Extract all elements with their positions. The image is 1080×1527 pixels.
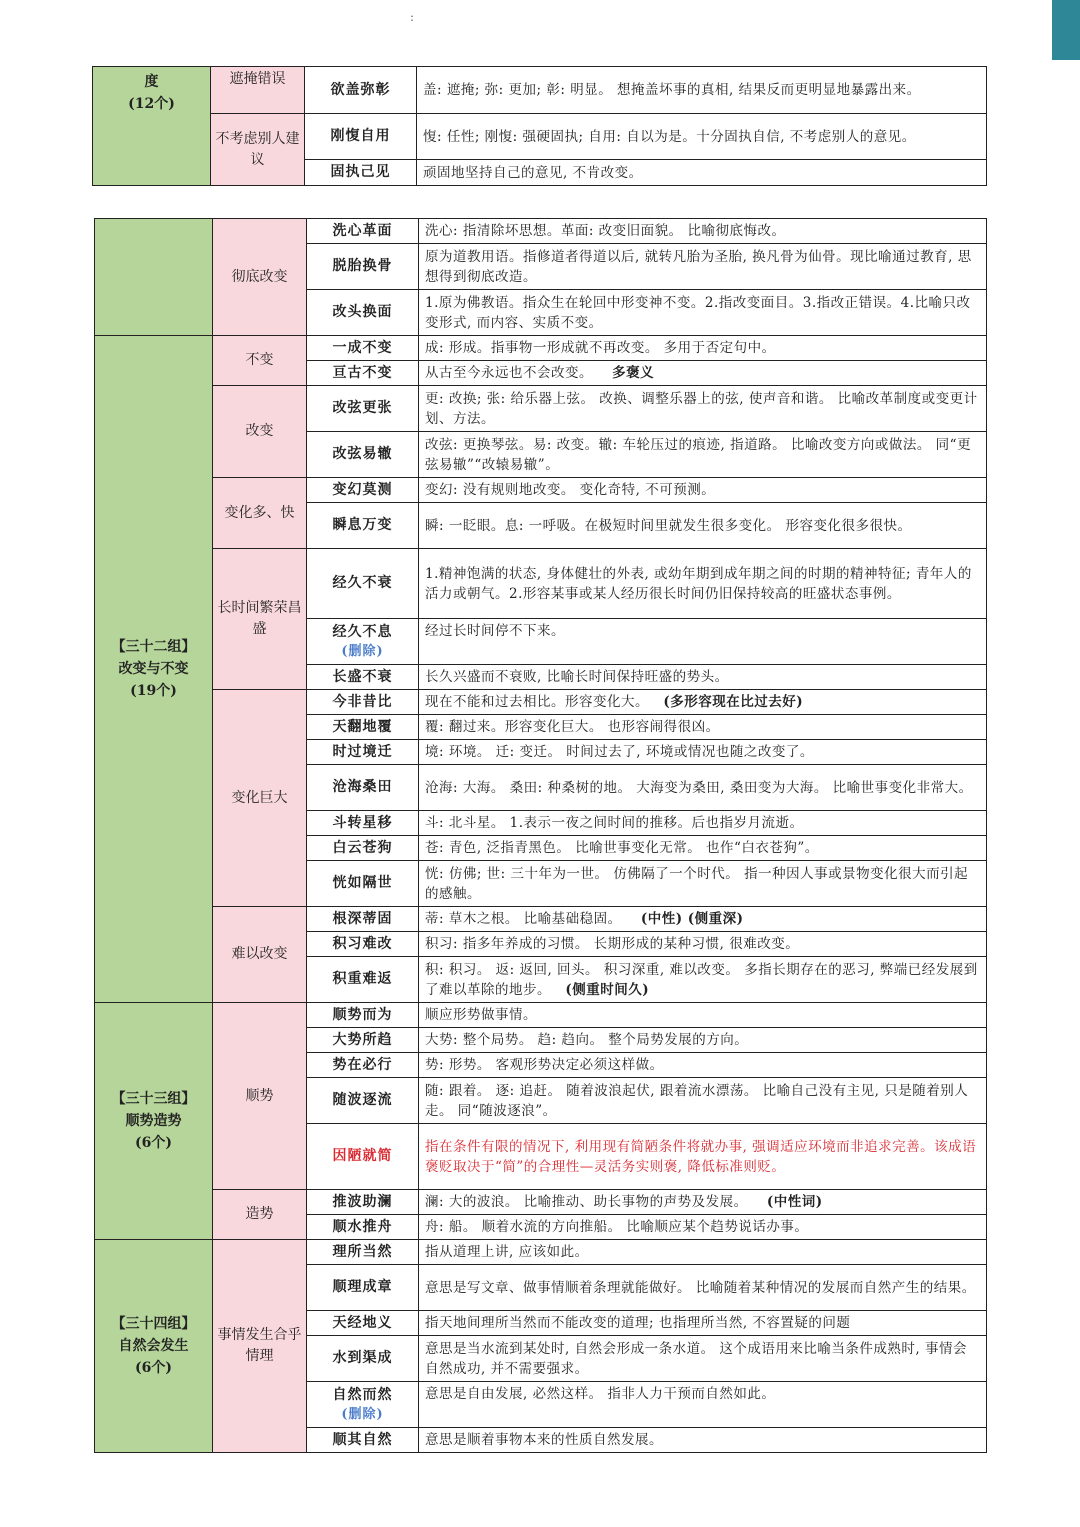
definition-cell: 指从道理上讲, 应该如此。 [419,1240,987,1265]
definition-text: 现在不能和过去相比。形容变化大。 [425,694,649,710]
idiom-cell: 经久不衰 [307,549,419,619]
definition-cell: 指在条件有限的情况下, 利用现有简陋条件将就办事, 强调适应环境而非追求完善。该成语褒贬取决于“简”的合理性—灵活务实则褒, 降低标准则贬。 [419,1124,987,1190]
subcategory-cell: 顺势 [213,1003,307,1190]
idiom-cell: 因陋就简 [307,1124,419,1190]
group-title: 度 [144,74,159,90]
idiom-cell: 恍如隔世 [307,861,419,907]
group-cell [95,1003,213,1240]
definition-text: 积: 积习。 返: 返回, 回头。 积习深重, 难以改变。 多指长期存在的恶习, 弊端已经发展到了难以革除的地步。 [425,961,978,998]
group-cell [95,336,213,1003]
subcategory-cell: 不考虑别人建议 [211,114,305,186]
idiom-cell: 大势所趋 [307,1028,419,1053]
table-row [95,219,987,244]
definition-cell: 顺应形势做事情。 [419,1003,987,1028]
group-cell [93,67,211,186]
definition-cell: 经过长时间停不下来。 [419,619,987,665]
definition-cell: 意思是顺着事物本来的性质自然发展。 [419,1428,987,1453]
table-row [95,907,987,932]
group-title: 【三十四组】 [111,1316,196,1332]
idiom-cell: 积重难返 [307,957,419,1003]
idiom-cell: 推波助澜 [307,1190,419,1215]
idiom-cell: 改头换面 [307,290,419,336]
definition-cell: 变幻: 没有规则地改变。 变化奇特, 不可预测。 [419,478,987,503]
definition-text: 从古至今永远也不会改变。 [425,365,593,381]
subcategory-cell: 遮掩错误 [211,67,305,114]
subcategory-cell: 长时间繁荣昌盛 [213,549,307,690]
idiom-cell: 亘古不变 [307,361,419,386]
idiom-cell: 今非昔比 [307,690,419,715]
definition-cell: 指天地间理所当然而不能改变的道理; 也指理所当然, 不容置疑的问题 [419,1311,987,1336]
group-count: (19个) [130,683,177,699]
idiom-cell: 时过境迁 [307,740,419,765]
group-count: (6个) [135,1135,172,1151]
idiom-cell: 天经地义 [307,1311,419,1336]
idiom-cell: 刚愎自用 [305,114,417,160]
idiom-cell: 变幻莫测 [307,478,419,503]
note-text: (中性) (侧重深) [640,911,744,927]
table-row [95,690,987,715]
definition-cell: 1.精神饱满的状态, 身体健壮的外表, 或幼年期到成年期之间的时期的精神特征; 青年人的活力或朝气。2.形容某事或某人经历很长时间仍旧保持较高的旺盛状态事例。 [419,549,987,619]
idiom-cell: 斗转星移 [307,811,419,836]
definition-cell: 舟: 船。 顺着水流的方向推船。 比喻顺应某个趋势说话办事。 [419,1215,987,1240]
idiom-cell: 顺理成章 [307,1265,419,1311]
idiom-cell: 顺水推舟 [307,1215,419,1240]
idiom-text: 经久不息 [332,623,393,640]
definition-cell [419,361,987,386]
idiom-cell: 水到渠成 [307,1336,419,1382]
idiom-cell: 改弦易辙 [307,432,419,478]
group-count: (6个) [135,1360,172,1376]
group-cell [95,219,213,336]
subcategory-cell: 造势 [213,1190,307,1240]
definition-cell: 愎: 任性; 刚愎: 强硬固执; 自用: 自以为是。十分固执自信, 不考虑别人的意见。 [417,114,987,160]
idiom-cell: 积习难改 [307,932,419,957]
subcategory-cell: 不变 [213,336,307,386]
note-text: (侧重时间久) [565,981,650,998]
table-row [95,386,987,432]
table-row [95,1003,987,1028]
definition-cell [419,690,987,715]
table-row [95,336,987,361]
definition-cell: 大势: 整个局势。 趋: 趋向。 整个局势发展的方向。 [419,1028,987,1053]
note-text: (多形容现在比过去好) [663,694,804,710]
definition-text: 蒂: 草木之根。 比喻基础稳固。 [425,911,622,927]
idiom-cell: 沧海桑田 [307,765,419,811]
idiom-cell: 顺其自然 [307,1428,419,1453]
idiom-text: 自然而然 [332,1386,393,1403]
group-title: 【三十三组】 [111,1091,196,1107]
definition-cell: 洗心: 指清除坏思想。革面: 改变旧面貌。 比喻彻底悔改。 [419,219,987,244]
definition-cell: 积习: 指多年养成的习惯。 长期形成的某种习惯, 很难改变。 [419,932,987,957]
definition-cell: 成: 形成。指事物一形成就不再改变。 多用于否定句中。 [419,336,987,361]
definition-cell: 意思是写文章、做事情顺着条理就能做好。 比喻随着某种情况的发展而自然产生的结果。 [419,1265,987,1311]
subcategory-cell: 变化多、快 [213,478,307,549]
subcategory-cell: 事情发生合乎情理 [213,1240,307,1453]
idiom-cell: 长盛不衰 [307,665,419,690]
definition-cell: 瞬: 一眨眼。息: 一呼吸。在极短时间里就发生很多变化。 形容变化很多很快。 [419,503,987,549]
table-row [95,1190,987,1215]
group-subtitle: 改变与不变 [118,661,189,677]
idiom-cell: 欲盖弥彰 [305,67,417,114]
definition-cell: 势: 形势。 客观形势决定必须这样做。 [419,1053,987,1078]
idiom-cell: 瞬息万变 [307,503,419,549]
definition-cell: 意思是自由发展, 必然这样。 指非人力干预而自然如此。 [419,1382,987,1428]
deleted-label: (删除) [341,643,384,659]
subcategory-cell: 彻底改变 [213,219,307,336]
idiom-cell: 改弦更张 [307,386,419,432]
note-text: (中性词) [766,1194,823,1210]
table-row [95,549,987,619]
definition-cell: 覆: 翻过来。形容变化巨大。 也形容闹得很凶。 [419,715,987,740]
definition-cell: 斗: 北斗星。 1.表示一夜之间时间的推移。后也指岁月流逝。 [419,811,987,836]
definition-cell [419,907,987,932]
table-row [93,67,987,114]
idiom-cell: 脱胎换骨 [307,244,419,290]
table-row [93,114,987,160]
table-row [95,478,987,503]
definition-cell: 苍: 青色, 泛指青黑色。 比喻世事变化无常。 也作“白衣苍狗”。 [419,836,987,861]
definition-cell: 原为道教用语。指修道者得道以后, 就转凡胎为圣胎, 换凡骨为仙骨。现比喻通过教育, 思想得到彻底改造。 [419,244,987,290]
idiom-table-2 [94,218,987,1453]
idiom-cell: 洗心革面 [307,219,419,244]
definition-cell: 意思是当水流到某处时, 自然会形成一条水道。 这个成语用来比喻当条件成熟时, 事情会自然成功, 并不需要强求。 [419,1336,987,1382]
definition-cell: 顽固地坚持自己的意见, 不肯改变。 [417,160,987,186]
corner-tab [1052,0,1080,60]
idiom-cell [307,1382,419,1428]
idiom-cell: 根深蒂固 [307,907,419,932]
definition-cell: 恍: 仿佛; 世: 三十年为一世。 仿佛隔了一个时代。 指一种因人事或景物变化很大而引起的感触。 [419,861,987,907]
definition-cell: 境: 环境。 迁: 变迁。 时间过去了, 环境或情况也随之改变了。 [419,740,987,765]
group-subtitle: 顺势造势 [125,1113,182,1129]
definition-cell: 更: 改换; 张: 给乐器上弦。 改换、调整乐器上的弦, 使声音和谐。 比喻改革制度或变更计划、方法。 [419,386,987,432]
idiom-cell: 天翻地覆 [307,715,419,740]
definition-cell: 长久兴盛而不衰败, 比喻长时间保持旺盛的势头。 [419,665,987,690]
idiom-cell: 随波逐流 [307,1078,419,1124]
definition-cell: 改弦: 更换琴弦。易: 改变。辙: 车轮压过的痕迹, 指道路。 比喻改变方向或做法。 同“更弦易辙”“改辕易辙”。 [419,432,987,478]
note-text: 多褒义 [612,365,655,381]
subcategory-cell: 改变 [213,386,307,478]
definition-cell: 沧海: 大海。 桑田: 种桑树的地。 大海变为桑田, 桑田变为大海。 比喻世事变化非常大。 [419,765,987,811]
idiom-cell [307,619,419,665]
idiom-cell: 白云苍狗 [307,836,419,861]
table-row [95,1240,987,1265]
definition-cell: 1.原为佛教语。指众生在轮回中形变神不变。2.指改变面目。3.指改正错误。4.比喻只改变形式, 而内容、实质不变。 [419,290,987,336]
definition-text: 澜: 大的波浪。 比喻推动、助长事物的声势及发展。 [425,1194,748,1210]
idiom-table-1 [92,66,987,186]
idiom-cell: 固执己见 [305,160,417,186]
group-title: 【三十二组】 [111,639,196,655]
subcategory-cell: 难以改变 [213,907,307,1003]
idiom-cell: 理所当然 [307,1240,419,1265]
group-cell [95,1240,213,1453]
idiom-cell: 一成不变 [307,336,419,361]
subcategory-cell: 变化巨大 [213,690,307,907]
group-count: (12个) [128,96,175,112]
deleted-label: (删除) [341,1406,384,1422]
idiom-cell: 势在必行 [307,1053,419,1078]
idiom-cell: 顺势而为 [307,1003,419,1028]
definition-cell [419,957,987,1003]
definition-cell: 盖: 遮掩; 弥: 更加; 彰: 明显。 想掩盖坏事的真相, 结果反而更明显地暴露出来。 [417,67,987,114]
definition-cell: 随: 跟着。 逐: 追赶。 随着波浪起伏, 跟着流水漂荡。 比喻自己没有主见, 只是随着别人走。 同“随波逐浪”。 [419,1078,987,1124]
definition-cell [419,1190,987,1215]
top-mark: : [410,10,415,24]
group-subtitle: 自然会发生 [118,1338,189,1354]
